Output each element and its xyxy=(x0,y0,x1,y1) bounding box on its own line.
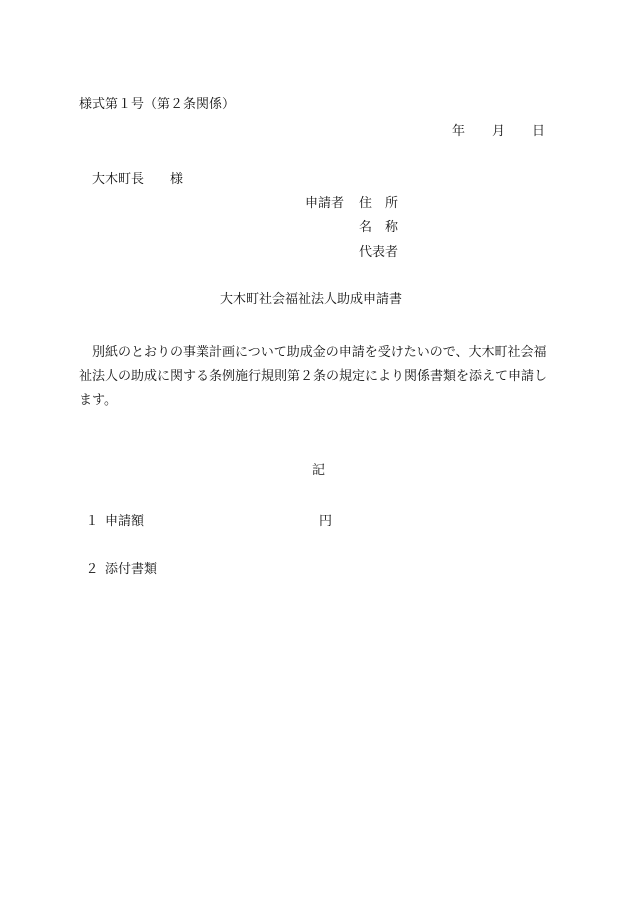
document-title: 大木町社会福祉法人助成申請書 xyxy=(220,292,403,307)
item-number: １ xyxy=(85,514,99,529)
form-number: 様式第１号（第２条関係） xyxy=(79,97,236,112)
recipient-name: 大木町長 xyxy=(92,172,145,187)
item-label: 申請額 xyxy=(105,514,145,529)
recipient-honorific: 様 xyxy=(170,172,184,187)
name-label: 名 称 xyxy=(359,220,399,235)
item-number: ２ xyxy=(85,562,99,577)
date-line xyxy=(452,124,545,140)
recipient xyxy=(92,172,183,188)
representative-label: 代表者 xyxy=(359,245,399,260)
item-attachments xyxy=(79,562,157,578)
body-paragraph: 別紙のとおりの事業計画について助成金の申請を受けたいので、大木町社会福祉法人の助成に関する条例施行規則第２条の規定により関係書類を添えて申請します。 xyxy=(79,345,548,408)
date-day-label: 日 xyxy=(532,124,546,139)
date-month-label: 月 xyxy=(492,124,506,139)
address-label: 住 所 xyxy=(359,196,399,211)
date-year-label: 年 xyxy=(452,124,466,139)
ki-heading: 記 xyxy=(312,463,326,478)
applicant-label: 申請者 xyxy=(305,196,345,211)
yen-unit: 円 xyxy=(319,514,333,529)
item-label: 添付書類 xyxy=(105,562,158,577)
item-application-amount xyxy=(79,514,144,530)
